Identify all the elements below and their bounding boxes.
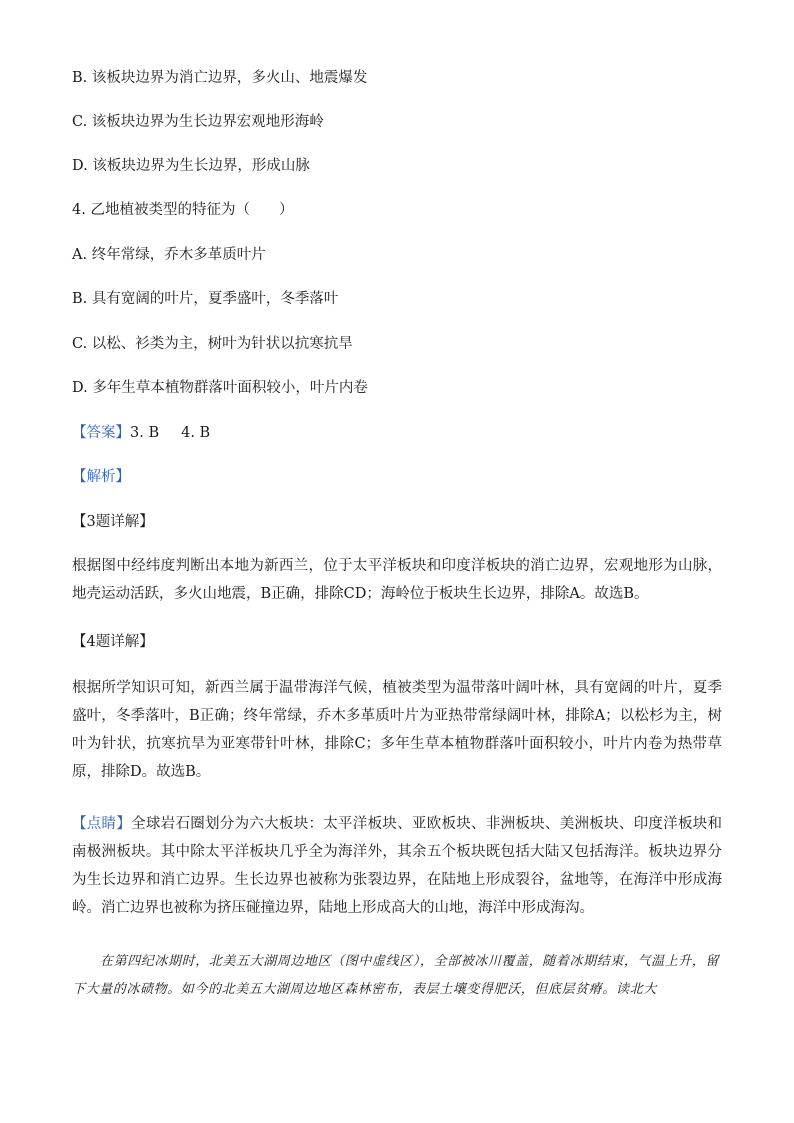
- analysis-label: 【解析】: [72, 469, 130, 485]
- q3-detail-text: 根据图中经纬度判断出本地为新西兰，位于太平洋板块和印度洋板块的消亡边界，宏观地形为山脉，地壳运动活跃，多火山地震，B正确，排除CD；海岭位于板块生长边界，排除A。故选B。: [72, 558, 722, 602]
- q4-option-b: B. 具有宽阔的叶片，夏季盛叶，冬季落叶: [72, 291, 339, 307]
- answer-q3: 3. B: [130, 425, 160, 441]
- q4-option-d: D. 多年生草本植物群落叶面积较小，叶片内卷: [72, 380, 368, 396]
- answer-q4: 4. B: [181, 425, 211, 441]
- answer-line: [72, 423, 210, 443]
- q3-option-c: C. 该板块边界为生长边界宏观地形海岭: [72, 114, 324, 130]
- q4-stem: 4. 乙地植被类型的特征为（ ）: [72, 202, 294, 218]
- tip-text: 全球岩石圈划分为六大板块：太平洋板块、亚欧板块、非洲板块、美洲板块、印度洋板块和南极洲板块。其中除太平洋板块几乎全为海洋外，其余五个板块既包括大陆又包括海洋。板块边界分为生长边界和消亡边界。生长边界也被称为张裂边界，在陆地上形成裂谷，盆地等，在海洋中形成海岭。消亡边界也被称为挤压碰撞边界，陆地上形成高大的山地，海洋中形成海沟。: [72, 816, 723, 916]
- tip-paragraph: [72, 810, 722, 922]
- q4-detail-title: 【4题详解】: [72, 634, 154, 650]
- tip-label: 【点睛】: [72, 816, 132, 832]
- next-material-text: 在第四纪冰期时，北美五大湖周边地区（图中虚线区），全部被冰川覆盖，随着冰期结束，气温上升，留下大量的冰碛物。如今的北美五大湖周边地区森林密布，表层土壤变得肥沃，但底层贫瘠。读北大: [72, 954, 720, 997]
- q3-option-b: B. 该板块边界为消亡边界，多火山、地震爆发: [72, 70, 368, 86]
- q3-detail-title: 【3题详解】: [72, 514, 154, 530]
- q4-detail-text: 根据所学知识可知，新西兰属于温带海洋气候，植被类型为温带落叶阔叶林，具有宽阔的叶片，夏季盛叶，冬季落叶，B正确；终年常绿，乔木多革质叶片为亚热带常绿阔叶林，排除A；以松杉为主，树叶为针状，抗寒抗旱为亚寒带针叶林，排除C；多年生草本植物群落叶面积较小，叶片内卷为热带草原，排除D。故选B。: [72, 680, 722, 780]
- q3-option-d: D. 该板块边界为生长边界，形成山脉: [72, 158, 310, 174]
- q4-option-a: A. 终年常绿，乔木多革质叶片: [72, 247, 266, 263]
- q4-option-c: C. 以松、衫类为主，树叶为针状以抗寒抗旱: [72, 336, 353, 352]
- answer-label: 【答案】: [72, 425, 130, 441]
